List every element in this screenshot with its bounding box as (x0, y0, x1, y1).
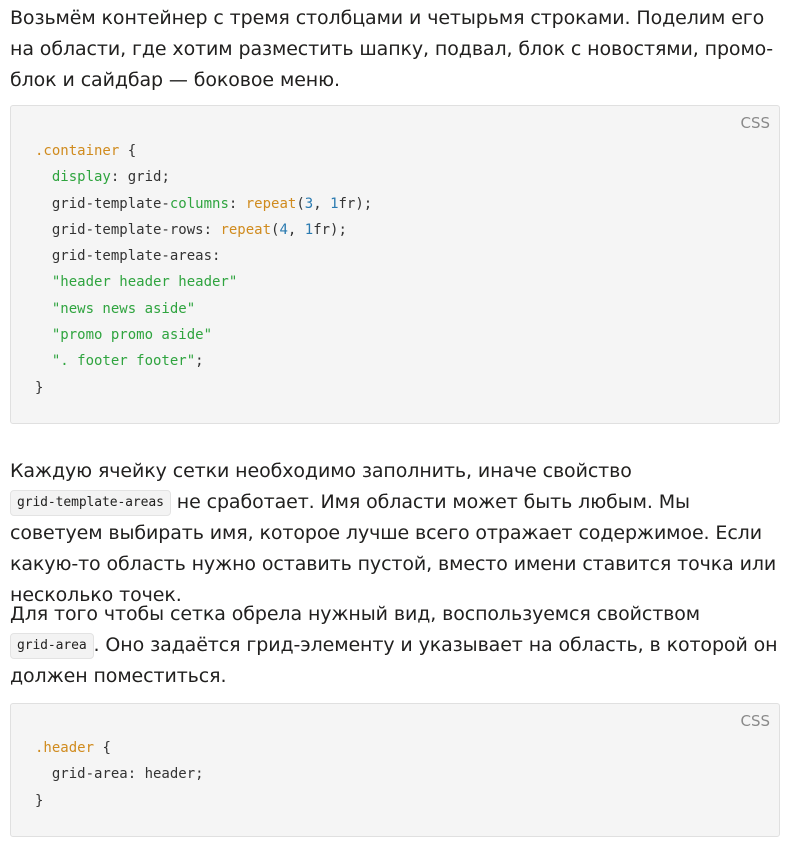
code-value: : grid; (110, 169, 170, 186)
code-property: grid-template-rows (51, 221, 204, 238)
paragraph-grid-area (10, 599, 780, 692)
code-number: 3 (304, 195, 314, 212)
paragraph-text: Для того чтобы сетка обрела нужный вид, воспользуемся свойством (10, 603, 701, 625)
code-selector: .container (35, 143, 120, 159)
code-brace: { (119, 143, 137, 159)
code-string: "header header header" (51, 274, 238, 291)
code-semicolon: ; (195, 353, 204, 370)
code-brace: { (94, 740, 111, 756)
inline-code-grid-template-areas: grid-template-areas (10, 490, 171, 516)
code-comma: , (287, 221, 305, 238)
code-comma: , (313, 195, 331, 212)
code-function: repeat (220, 221, 272, 238)
code-property-part: columns (169, 195, 229, 212)
code-block-container-grid (10, 105, 780, 424)
paragraph-areas-note (10, 456, 780, 611)
code-line: grid-area: header; (51, 766, 204, 783)
code-unit: fr); (313, 221, 347, 238)
code-sep: : (228, 195, 246, 212)
code-property: grid-template-areas: (51, 248, 221, 265)
code-paren: ( (271, 221, 280, 238)
code-number: 1 (304, 221, 314, 238)
code-paren: ( (296, 195, 305, 212)
code-language-label: CSS (740, 114, 770, 132)
code-string: "news news aside" (51, 300, 196, 317)
code-brace: } (35, 379, 44, 396)
code-brace: } (35, 792, 44, 809)
paragraph-intro: Возьмём контейнер с тремя столбцами и четырьмя строками. Поделим его на области, где хотим разместить шапку, подвал, блок с новостями, промо-блок и сайдбар — боковое меню. (10, 7, 773, 91)
code-block-header (10, 703, 780, 837)
code-content[interactable] (35, 735, 204, 814)
code-number: 1 (330, 195, 339, 212)
code-string: "promo promo aside" (51, 327, 213, 344)
code-string: ". footer footer" (51, 353, 196, 370)
code-content[interactable] (35, 138, 372, 401)
code-unit: fr); (338, 195, 373, 212)
code-selector: .header (35, 740, 95, 756)
code-language-label: CSS (740, 712, 770, 730)
paragraph-text: не сработает. Имя области может быть любым. Мы советуем выбирать имя, которое лучше всего отражает содержимое. Если какую-то область нужно оставить пустой, вместо имени ставится точка или несколько точек. (10, 491, 777, 606)
paragraph-text: Каждую ячейку сетки необходимо заполнить, иначе свойство (10, 460, 632, 482)
code-number: 4 (279, 221, 288, 238)
code-property: grid-template- (51, 195, 170, 212)
paragraph-text: . Оно задаётся грид-элементу и указывает на область, в которой он должен поместиться. (10, 634, 778, 687)
inline-code-grid-area: grid-area (10, 633, 94, 659)
code-function: repeat (245, 195, 297, 212)
code-property: display (51, 169, 111, 186)
code-sep: : (203, 221, 221, 238)
